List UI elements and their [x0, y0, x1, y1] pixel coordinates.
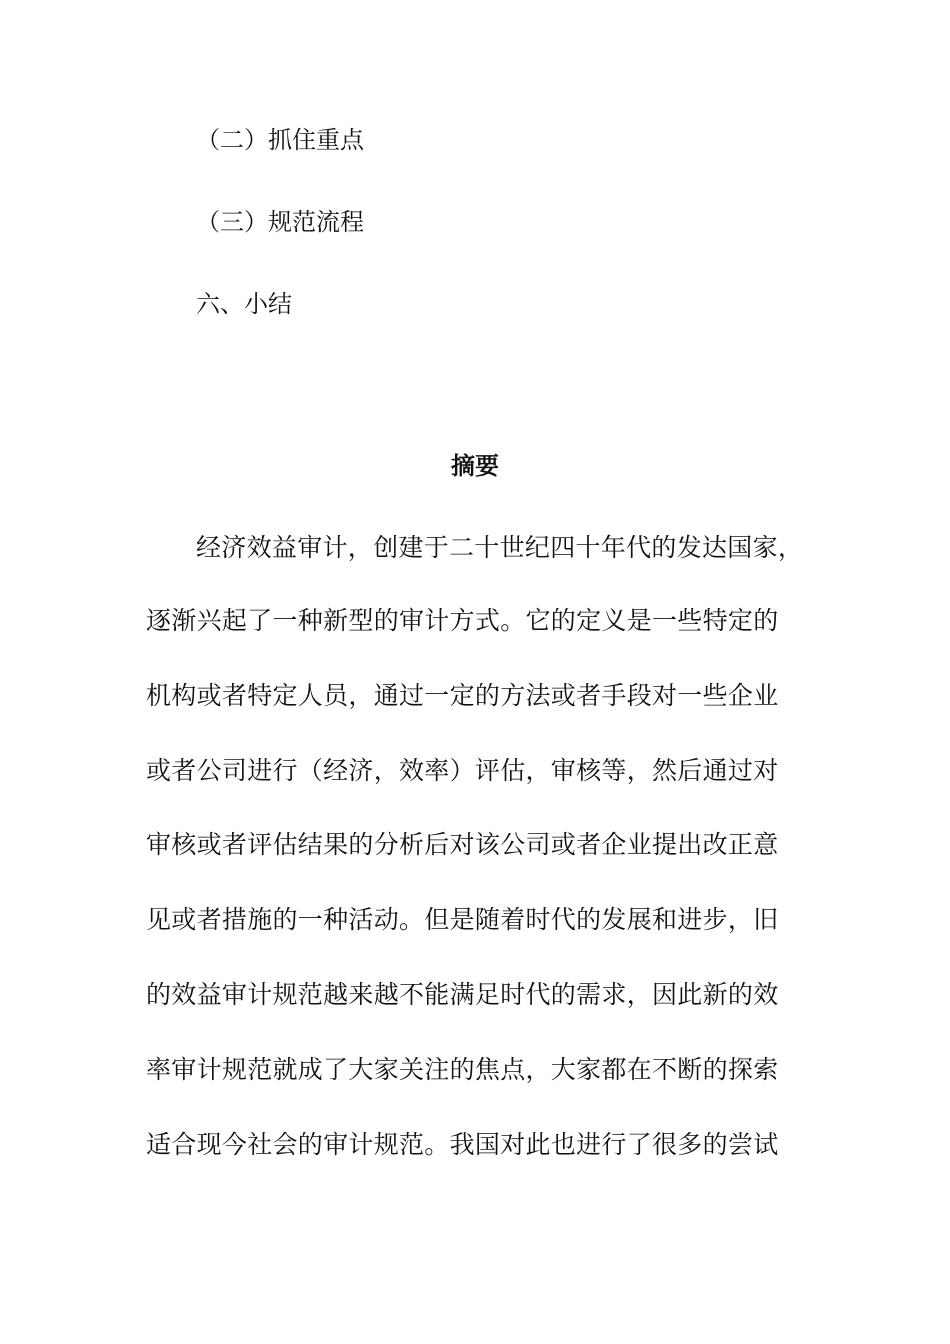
abstract-line: 机构或者特定人员，通过一定的方法或者手段对一些企业 [146, 681, 779, 710]
abstract-line: 的效益审计规范越来越不能满足时代的需求，因此新的效 [146, 980, 779, 1009]
abstract-line: 经济效益审计，创建于二十世纪四十年代的发达国家， [196, 533, 804, 562]
toc-item-summary: 六、小结 [196, 290, 292, 318]
abstract-line: 见或者措施的一种活动。但是随着时代的发展和进步，旧 [146, 905, 779, 934]
abstract-line: 或者公司进行（经济，效率）评估，审核等，然后通过对 [146, 756, 779, 785]
abstract-line: 适合现今社会的审计规范。我国对此也进行了很多的尝试 [146, 1130, 779, 1159]
abstract-heading: 摘要 [451, 451, 499, 480]
toc-item-grasp-key-points: （二）抓住重点 [196, 126, 364, 154]
abstract-line: 逐渐兴起了一种新型的审计方式。它的定义是一些特定的 [146, 606, 779, 635]
abstract-line: 审核或者评估结果的分析后对该公司或者企业提出改正意 [146, 830, 779, 859]
toc-item-standardize-process: （三）规范流程 [196, 208, 364, 236]
abstract-line: 率审计规范就成了大家关注的焦点，大家都在不断的探索 [146, 1055, 779, 1084]
